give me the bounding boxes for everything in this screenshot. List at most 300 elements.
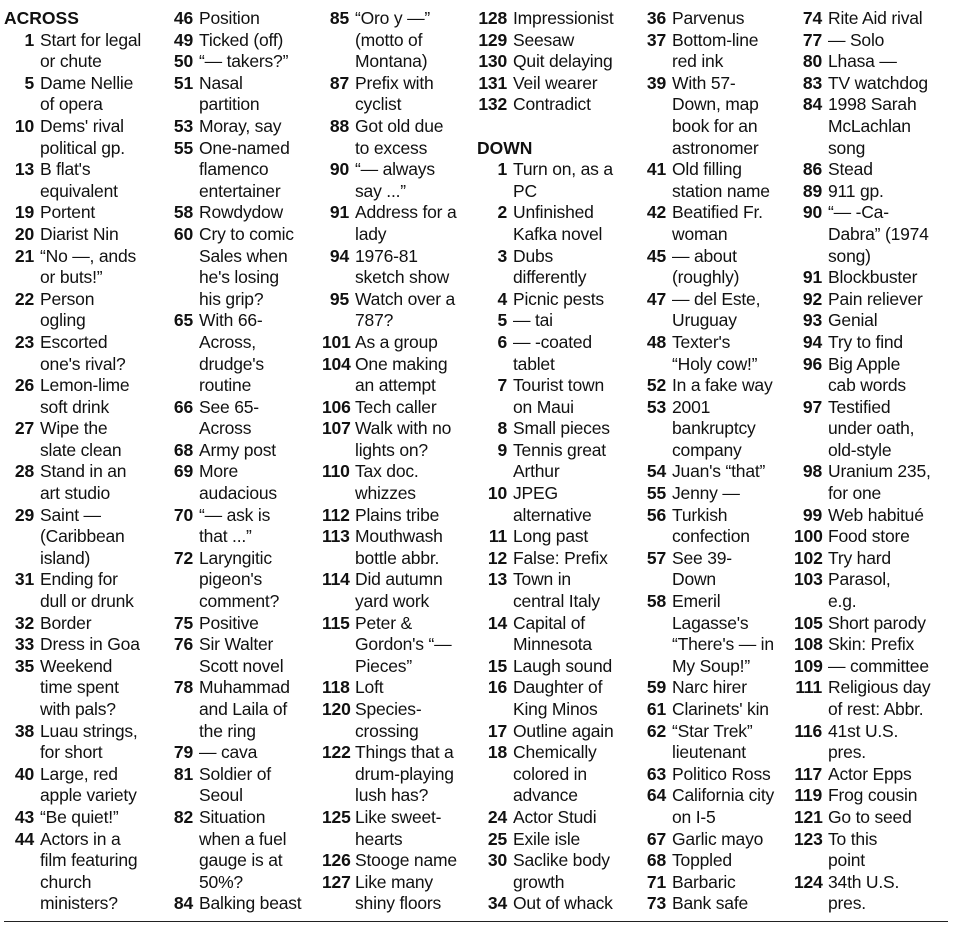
clue-row bbox=[165, 116, 301, 138]
clue-text: pres. bbox=[828, 893, 866, 914]
clue-number-spacer bbox=[165, 375, 199, 397]
clue-number-spacer bbox=[322, 829, 355, 851]
clue-row bbox=[165, 634, 301, 656]
clue-continuation bbox=[4, 267, 141, 289]
clue-text: Montana) bbox=[355, 51, 428, 72]
clue-row bbox=[794, 548, 931, 570]
clue-number: 16 bbox=[487, 677, 507, 698]
clue-text: Dubs bbox=[513, 245, 554, 266]
clue-continuation bbox=[794, 138, 931, 160]
clue-text: Wipe the bbox=[40, 418, 108, 439]
clue-number: 25 bbox=[487, 828, 507, 849]
clue-text: Peter & bbox=[355, 612, 412, 633]
clue-continuation bbox=[322, 656, 457, 678]
clue-number: 17 bbox=[487, 720, 507, 741]
clue-text: With 66- bbox=[199, 310, 263, 331]
clue-row bbox=[322, 569, 457, 591]
clue-text: Food store bbox=[828, 526, 910, 547]
clue-text: equivalent bbox=[40, 180, 118, 201]
clue-number: 84 bbox=[173, 893, 193, 914]
clue-text: Chemically bbox=[513, 742, 597, 763]
clue-text: Stand in an bbox=[40, 461, 127, 482]
clue-text: and Laila of bbox=[199, 699, 288, 719]
clue-text: Lhasa — bbox=[828, 51, 897, 72]
clue-number: 115 bbox=[322, 612, 350, 633]
clue-number: 47 bbox=[646, 288, 666, 309]
clue-continuation bbox=[477, 181, 614, 203]
clue-text: Seoul bbox=[199, 785, 243, 806]
clue-continuation bbox=[794, 483, 931, 505]
clue-number: 28 bbox=[14, 461, 34, 482]
clue-number-spacer bbox=[322, 785, 355, 807]
clue-continuation bbox=[639, 440, 774, 462]
clue-number: 62 bbox=[646, 720, 666, 741]
clue-number: 73 bbox=[646, 893, 666, 914]
clue-row bbox=[794, 461, 931, 483]
clue-continuation bbox=[639, 807, 774, 829]
clue-number-spacer bbox=[322, 440, 355, 462]
clue-row bbox=[477, 202, 614, 224]
clue-number-spacer bbox=[794, 375, 828, 397]
clue-number: 49 bbox=[173, 29, 193, 50]
clue-continuation bbox=[322, 310, 457, 332]
clue-text: lieutenant bbox=[672, 742, 746, 763]
clue-number-spacer bbox=[4, 267, 40, 289]
clue-row bbox=[639, 764, 774, 786]
clue-row bbox=[639, 677, 774, 699]
clue-number: 107 bbox=[322, 418, 351, 439]
clue-text: or buts!” bbox=[40, 267, 103, 288]
clue-number-spacer bbox=[322, 634, 355, 656]
clue-number-spacer bbox=[4, 354, 40, 376]
clue-row bbox=[165, 310, 301, 332]
clue-text: Jenny — bbox=[672, 483, 740, 504]
clue-text: Ending for bbox=[40, 569, 118, 590]
clue-text: “Holy cow!” bbox=[672, 353, 758, 374]
clue-text: an attempt bbox=[355, 375, 436, 396]
clue-number: 126 bbox=[322, 850, 351, 871]
clue-text: one's rival? bbox=[40, 353, 126, 374]
clue-number: 43 bbox=[14, 806, 34, 827]
clue-text: Pieces” bbox=[355, 655, 412, 676]
clue-continuation bbox=[322, 829, 457, 851]
down-heading: DOWN bbox=[477, 137, 533, 158]
clue-number-spacer bbox=[794, 742, 828, 764]
clue-row bbox=[639, 721, 774, 743]
clue-text: for one bbox=[828, 483, 882, 504]
clue-text: Down bbox=[672, 569, 716, 590]
clue-number-spacer bbox=[165, 591, 199, 613]
clue-row bbox=[165, 73, 301, 95]
clue-text: lush has? bbox=[355, 785, 429, 806]
clue-text: 2001 bbox=[672, 396, 711, 417]
clue-continuation bbox=[794, 224, 931, 246]
clue-number-spacer bbox=[322, 375, 355, 397]
clue-continuation bbox=[322, 634, 457, 656]
clue-row bbox=[322, 354, 457, 376]
clue-text: McLachlan bbox=[828, 115, 911, 136]
clue-number: 106 bbox=[322, 396, 351, 417]
clue-continuation bbox=[165, 354, 301, 376]
clue-text: — Solo bbox=[828, 29, 885, 50]
clue-number-spacer bbox=[4, 397, 40, 419]
clue-text: 34th U.S. bbox=[828, 871, 900, 892]
clue-text: Walk with no bbox=[355, 418, 452, 439]
clue-number: 70 bbox=[173, 504, 193, 525]
clue-row bbox=[322, 246, 457, 268]
clue-text: Turn on, as a bbox=[513, 159, 613, 180]
clue-continuation bbox=[322, 591, 457, 613]
clue-number: 1 bbox=[497, 159, 507, 180]
clue-continuation bbox=[322, 440, 457, 462]
clue-number: 3 bbox=[497, 245, 507, 266]
clue-text: yard work bbox=[355, 591, 430, 612]
clue-text: dull or drunk bbox=[40, 591, 134, 612]
clue-number-spacer bbox=[322, 267, 355, 289]
clue-text: gauge is at bbox=[199, 850, 283, 871]
clue-row bbox=[165, 893, 301, 915]
clue-text: tablet bbox=[513, 353, 555, 374]
clue-number-spacer bbox=[794, 224, 828, 246]
clue-row bbox=[322, 613, 457, 635]
clue-row bbox=[322, 159, 457, 181]
clue-continuation bbox=[165, 872, 301, 894]
clue-number-spacer bbox=[639, 354, 672, 376]
clue-number: 26 bbox=[14, 375, 34, 396]
clue-number-spacer bbox=[477, 397, 513, 419]
clue-continuation bbox=[639, 526, 774, 548]
clue-number: 83 bbox=[802, 72, 822, 93]
clue-number: 98 bbox=[802, 461, 822, 482]
clue-number: 116 bbox=[794, 720, 822, 741]
clue-number-spacer bbox=[4, 483, 40, 505]
clue-number: 39 bbox=[646, 72, 666, 93]
clue-text: — tai bbox=[513, 310, 553, 331]
clue-text: Parasol, bbox=[828, 569, 891, 590]
clue-continuation bbox=[4, 94, 141, 116]
clue-text: Muhammad bbox=[199, 677, 290, 698]
clue-row bbox=[794, 526, 931, 548]
clue-number: 80 bbox=[802, 51, 822, 72]
clue-text: political gp. bbox=[40, 137, 125, 158]
clue-row bbox=[4, 116, 141, 138]
clue-text: Luau strings, bbox=[40, 720, 138, 741]
clue-text: See 39- bbox=[672, 547, 732, 568]
clue-text: Position bbox=[199, 8, 260, 28]
clue-row bbox=[322, 742, 457, 764]
clue-continuation bbox=[165, 483, 301, 505]
clue-text: whizzes bbox=[355, 483, 416, 504]
clue-text: Across, bbox=[199, 331, 256, 352]
clue-text: Stooge name bbox=[355, 850, 457, 871]
clue-number: 122 bbox=[322, 742, 351, 763]
clue-text: song bbox=[828, 137, 866, 158]
clue-number-spacer bbox=[477, 461, 513, 483]
clue-number: 52 bbox=[646, 375, 666, 396]
clue-row bbox=[477, 742, 614, 764]
clue-number-spacer bbox=[794, 440, 828, 462]
clue-text: Skin: Prefix bbox=[828, 634, 915, 655]
clue-continuation bbox=[477, 785, 614, 807]
clue-number: 110 bbox=[322, 461, 350, 482]
clue-text: Quit delaying bbox=[513, 51, 613, 72]
clue-number: 76 bbox=[173, 634, 193, 655]
clue-number: 7 bbox=[497, 375, 507, 396]
clue-number: 15 bbox=[487, 655, 507, 676]
clue-text: Out of whack bbox=[513, 893, 613, 914]
clue-text: Go to seed bbox=[828, 806, 912, 827]
clue-text: island) bbox=[40, 547, 91, 568]
clue-text: Large, red bbox=[40, 763, 118, 784]
clue-number-spacer bbox=[794, 116, 828, 138]
clue-number: 66 bbox=[173, 396, 193, 417]
clue-continuation bbox=[639, 656, 774, 678]
clue-text: Prefix with bbox=[355, 72, 434, 93]
clue-continuation bbox=[165, 159, 301, 181]
clue-number: 50 bbox=[173, 51, 193, 72]
clue-text: Bottom-line bbox=[672, 29, 759, 50]
clue-row bbox=[4, 159, 141, 181]
clue-number: 114 bbox=[322, 569, 350, 590]
clue-number-spacer bbox=[4, 94, 40, 116]
clue-continuation bbox=[4, 354, 141, 376]
clue-continuation bbox=[794, 246, 931, 268]
clue-text: Big Apple bbox=[828, 353, 901, 374]
clue-number-spacer bbox=[165, 289, 199, 311]
clue-text: astronomer bbox=[672, 137, 759, 158]
clue-number: 11 bbox=[488, 526, 507, 547]
clue-continuation bbox=[4, 138, 141, 160]
clue-text: advance bbox=[513, 785, 578, 806]
clue-number: 100 bbox=[794, 526, 823, 547]
clue-row bbox=[639, 505, 774, 527]
clue-row bbox=[165, 461, 301, 483]
clue-text: Did autumn bbox=[355, 569, 443, 590]
clue-number: 29 bbox=[14, 504, 34, 525]
clue-number: 129 bbox=[478, 29, 507, 50]
clue-continuation bbox=[165, 267, 301, 289]
clue-continuation bbox=[165, 785, 301, 807]
clue-text: Capital of bbox=[513, 612, 585, 633]
clue-text: Got old due bbox=[355, 115, 444, 136]
clue-continuation bbox=[322, 785, 457, 807]
clue-text: alternative bbox=[513, 504, 592, 525]
clue-row bbox=[477, 8, 614, 30]
clue-number: 4 bbox=[497, 288, 507, 309]
clue-number: 35 bbox=[14, 655, 34, 676]
clue-row bbox=[639, 375, 774, 397]
clue-continuation bbox=[165, 569, 301, 591]
clue-row bbox=[165, 677, 301, 699]
clue-continuation bbox=[477, 505, 614, 527]
clue-continuation bbox=[165, 332, 301, 354]
clue-row bbox=[4, 375, 141, 397]
clue-row bbox=[794, 73, 931, 95]
clue-row bbox=[4, 224, 141, 246]
clue-text: to excess bbox=[355, 137, 428, 158]
clue-text: One-named bbox=[199, 137, 290, 158]
clue-row bbox=[639, 202, 774, 224]
clue-continuation bbox=[322, 181, 457, 203]
clue-text: Uruguay bbox=[672, 310, 737, 331]
clue-continuation bbox=[4, 181, 141, 203]
clue-continuation bbox=[477, 224, 614, 246]
clue-text: Long past bbox=[513, 526, 589, 547]
clue-row bbox=[322, 699, 457, 721]
clue-number: 82 bbox=[173, 806, 193, 827]
clue-number: 79 bbox=[173, 742, 193, 763]
clue-number: 108 bbox=[794, 634, 823, 655]
clue-text: Frog cousin bbox=[828, 785, 918, 806]
clue-row bbox=[4, 246, 141, 268]
clue-number: 22 bbox=[14, 288, 34, 309]
clue-row bbox=[165, 613, 301, 635]
clue-number-spacer bbox=[165, 656, 199, 678]
clue-text: colored in bbox=[513, 763, 587, 784]
clue-number: 91 bbox=[329, 202, 349, 223]
clue-continuation bbox=[477, 267, 614, 289]
clue-number: 60 bbox=[173, 223, 193, 244]
clue-text: Plains tribe bbox=[355, 504, 440, 525]
clue-text: “Star Trek” bbox=[672, 720, 753, 741]
clue-continuation bbox=[639, 116, 774, 138]
clue-number-spacer bbox=[4, 310, 40, 332]
clue-row bbox=[165, 764, 301, 786]
clue-text: Weekend bbox=[40, 655, 113, 676]
clue-text: Pain reliever bbox=[828, 288, 923, 309]
clue-text: 41st U.S. bbox=[828, 720, 899, 741]
clue-number-spacer bbox=[794, 418, 828, 440]
clue-row bbox=[794, 656, 931, 678]
clue-row bbox=[794, 51, 931, 73]
clue-number-spacer bbox=[165, 246, 199, 268]
clue-number: 81 bbox=[173, 763, 193, 784]
clue-number: 36 bbox=[646, 8, 666, 28]
clue-continuation bbox=[4, 548, 141, 570]
clue-number-spacer bbox=[477, 181, 513, 203]
clue-number-spacer bbox=[165, 785, 199, 807]
clue-text: crossing bbox=[355, 720, 419, 741]
clue-number: 127 bbox=[322, 871, 351, 892]
clue-number: 132 bbox=[478, 94, 507, 115]
clue-continuation bbox=[639, 224, 774, 246]
clue-number-spacer bbox=[322, 893, 355, 915]
clue-number: 93 bbox=[802, 310, 822, 331]
clue-row bbox=[4, 289, 141, 311]
clue-number-spacer bbox=[165, 829, 199, 851]
clue-column-1 bbox=[4, 8, 141, 915]
clue-text: partition bbox=[199, 94, 260, 115]
clue-text: growth bbox=[513, 871, 565, 892]
clue-number: 95 bbox=[329, 288, 349, 309]
clue-number-spacer bbox=[794, 893, 828, 915]
clue-number: 24 bbox=[487, 806, 507, 827]
clue-text: Try hard bbox=[828, 547, 891, 568]
clue-number: 87 bbox=[329, 72, 349, 93]
clue-row bbox=[639, 332, 774, 354]
clue-number: 123 bbox=[794, 828, 823, 849]
clue-continuation bbox=[477, 699, 614, 721]
clue-number-spacer bbox=[322, 138, 355, 160]
clue-row bbox=[794, 289, 931, 311]
clue-column-3 bbox=[322, 8, 457, 915]
clue-text: Sir Walter bbox=[199, 634, 274, 655]
clue-text: flamenco bbox=[199, 159, 269, 180]
clue-continuation bbox=[4, 872, 141, 894]
clue-text: Texter's bbox=[672, 331, 731, 352]
clue-number: 14 bbox=[487, 612, 507, 633]
clue-text: Emeril bbox=[672, 591, 721, 612]
clue-text: JPEG bbox=[513, 483, 558, 504]
clue-text: shiny floors bbox=[355, 893, 442, 914]
clue-text: lady bbox=[355, 223, 387, 244]
clue-row bbox=[165, 224, 301, 246]
clue-text: Gordon's “— bbox=[355, 634, 452, 655]
clue-number: 89 bbox=[802, 180, 822, 201]
clue-number-spacer bbox=[639, 224, 672, 246]
clue-number-spacer bbox=[165, 159, 199, 181]
clue-text: red ink bbox=[672, 51, 724, 72]
clue-row bbox=[794, 310, 931, 332]
clue-continuation bbox=[165, 181, 301, 203]
clue-row bbox=[322, 418, 457, 440]
clue-continuation bbox=[165, 375, 301, 397]
clue-number: 102 bbox=[794, 547, 823, 568]
clue-row bbox=[639, 893, 774, 915]
clue-text: Parvenus bbox=[672, 8, 745, 28]
clue-text: Toppled bbox=[672, 850, 732, 871]
clue-number-spacer bbox=[165, 721, 199, 743]
clue-continuation bbox=[322, 483, 457, 505]
clue-text: confection bbox=[672, 526, 750, 547]
clue-number: 51 bbox=[173, 72, 193, 93]
clue-row bbox=[794, 569, 931, 591]
clue-text: Actor Epps bbox=[828, 763, 912, 784]
clue-number: 10 bbox=[14, 115, 34, 136]
clue-continuation bbox=[4, 785, 141, 807]
clue-row bbox=[794, 807, 931, 829]
clue-number: 101 bbox=[322, 331, 351, 352]
clue-row bbox=[165, 8, 301, 30]
clue-number-spacer bbox=[477, 267, 513, 289]
clue-number-spacer bbox=[165, 418, 199, 440]
clue-number: 53 bbox=[173, 115, 193, 136]
clue-continuation bbox=[165, 591, 301, 613]
clue-continuation bbox=[4, 699, 141, 721]
clue-number-spacer bbox=[165, 526, 199, 548]
clue-text: As a group bbox=[355, 331, 438, 352]
clue-continuation bbox=[794, 375, 931, 397]
clue-number: 111 bbox=[795, 677, 822, 698]
clue-row bbox=[794, 30, 931, 52]
clue-text: Tennis great bbox=[513, 439, 606, 460]
clue-number-spacer bbox=[477, 872, 513, 894]
clue-row bbox=[165, 505, 301, 527]
clue-text: “No —, ands bbox=[40, 245, 137, 266]
clue-text: his grip? bbox=[199, 288, 264, 309]
clue-row bbox=[639, 591, 774, 613]
clue-text: Things that a bbox=[355, 742, 454, 763]
clue-number-spacer bbox=[4, 677, 40, 699]
clue-number: 74 bbox=[802, 8, 822, 28]
clue-row bbox=[794, 613, 931, 635]
clue-text: 1976-81 bbox=[355, 245, 418, 266]
clue-continuation bbox=[322, 548, 457, 570]
clue-text: Actors in a bbox=[40, 828, 121, 849]
clue-text: “— ask is bbox=[199, 504, 271, 525]
across-heading: ACROSS bbox=[4, 8, 79, 28]
clue-text: company bbox=[672, 439, 742, 460]
